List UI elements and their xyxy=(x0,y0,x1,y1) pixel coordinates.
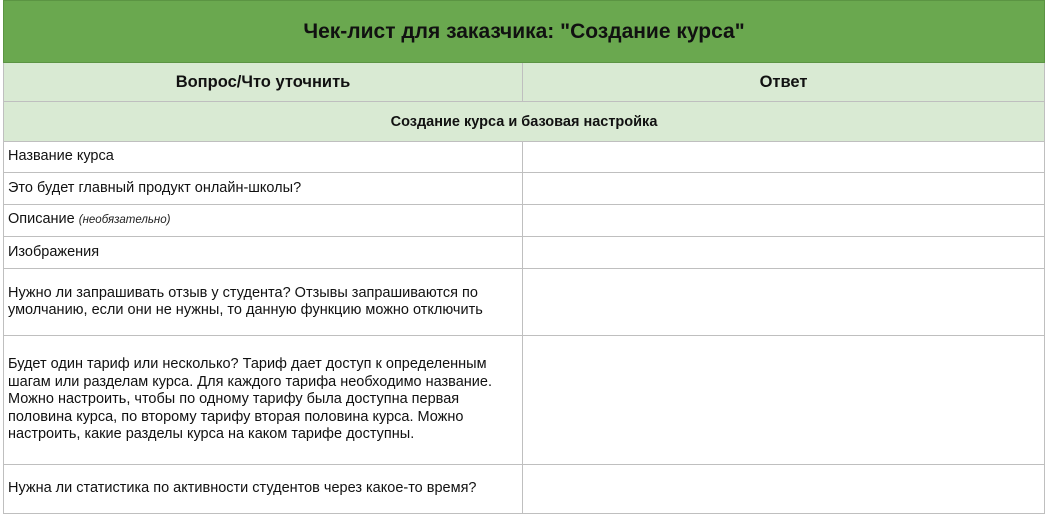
answer-cell[interactable] xyxy=(523,173,1045,205)
table-row xyxy=(4,173,1045,205)
question-cell[interactable]: Нужна ли статистика по активности студентов через какое-то время? xyxy=(4,465,523,514)
answer-cell[interactable] xyxy=(523,142,1045,173)
table-row xyxy=(4,336,1045,465)
sheet-title[interactable]: Чек-лист для заказчика: "Создание курса" xyxy=(4,1,1045,63)
header-row xyxy=(4,63,1045,102)
question-cell[interactable] xyxy=(4,205,523,237)
answer-cell[interactable] xyxy=(523,237,1045,269)
question-text: Описание xyxy=(8,211,75,228)
answer-cell[interactable] xyxy=(523,465,1045,514)
question-cell[interactable]: Нужно ли запрашивать отзыв у студента? Отзывы запрашиваются по умолчанию, если они не нужны, то данную функцию можно отключить xyxy=(4,269,523,336)
checklist-table xyxy=(3,0,1045,514)
answer-cell[interactable] xyxy=(523,205,1045,237)
table-row xyxy=(4,269,1045,336)
table-row xyxy=(4,237,1045,269)
title-row xyxy=(4,1,1045,63)
section-title[interactable]: Создание курса и базовая настройка xyxy=(4,102,1045,142)
section-row xyxy=(4,102,1045,142)
table-row xyxy=(4,465,1045,514)
question-cell[interactable]: Это будет главный продукт онлайн-школы? xyxy=(4,173,523,205)
column-header-answer[interactable]: Ответ xyxy=(523,63,1045,102)
column-header-question[interactable]: Вопрос/Что уточнить xyxy=(4,63,523,102)
answer-cell[interactable] xyxy=(523,336,1045,465)
table-row xyxy=(4,205,1045,237)
question-cell[interactable]: Изображения xyxy=(4,237,523,269)
question-cell[interactable]: Название курса xyxy=(4,142,523,173)
table-row xyxy=(4,142,1045,173)
answer-cell[interactable] xyxy=(523,269,1045,336)
question-cell[interactable]: Будет один тариф или несколько? Тариф дает доступ к определенным шагам или разделам курса. Для каждого тарифа необходимо название. Можно настроить, чтобы по одному тарифу была доступна первая половина курса, по второму тарифу вторая половина курса. Можно настроить, какие разделы курса на каком тарифе доступны. xyxy=(4,336,523,465)
optional-hint: (необязательно) xyxy=(78,214,171,227)
